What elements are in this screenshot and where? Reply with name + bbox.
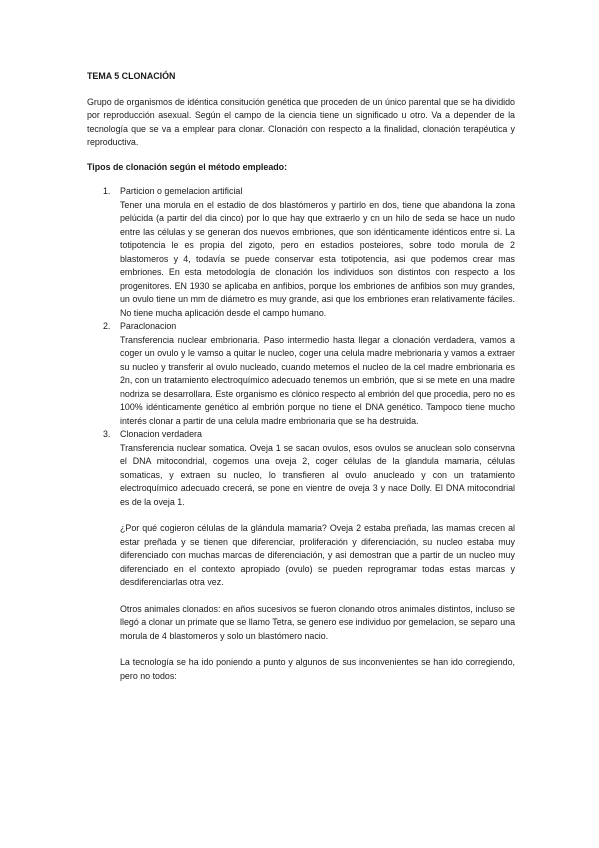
list-item-body: Transferencia nuclear somatica. Oveja 1 se sacan ovulos, esos ovulos se anuclean solo conservna el DNA mitocondrial, cogemos una oveja 2, coger células de la glandula mamaria, células somaticas, y extraen su nucleo, lo transfieren al ovulo anucleado y con un tratamiento electroquímico adecuado crecerá, se pone en vientre de oveja 3 y nace Dolly. El DNA mitocondrial es de la oveja 1. <box>120 442 515 507</box>
methods-list <box>87 185 515 509</box>
list-item-number: 2. <box>103 321 111 331</box>
body-paragraph: La tecnología se ha ido poniendo a punto y algunos de sus inconvenientes se han ido corregiendo, pero no todos: <box>120 657 515 681</box>
list-item <box>87 185 515 320</box>
list-item-number: 1. <box>103 186 111 196</box>
list-item-number: 3. <box>103 429 111 439</box>
document-title: TEMA 5 CLONACIÓN <box>87 71 176 81</box>
list-item-body: Tener una morula en el estadio de dos blastómeros y partirlo en dos, tiene que abandona la zona pelúcida (a partir del dia cinco) por lo que hay que extraerlo y cn un hilo de seda se hace un nudo entre las células y se generan dos nuevos embriones, que son idénticamente idénticos entre si. La totipotencia le es propia del zigoto, pero en estadios posteiores, sobre todo morula de 2 blastomeros y 4, todavía se puede conservar esta totipotencia, asi que podemos crear mas embriones. En esta metodología de clonación los individuos son distintos con respecto a los progenitores. EN 1930 se aplicaba en anfibios, porque los embriones de anfibios son muy grandes, un ovulo tiene un mm de diámetro es muy grande, asi que los embriones eran relativamente fáciles. No tiene mucha aplicación desde el campo humano. <box>120 199 515 318</box>
intro-paragraph: Grupo de organismos de idéntica consitución genética que proceden de un único parental que se ha dividido por reproducción asexual. Según el campo de la ciencia tiene un significado u otro. Va a depender de la tecnología que se va a emplear para clonar. Clonación con respecto a la finalidad, clonación terapéutica y reproductiva. <box>87 96 515 147</box>
spacer <box>87 509 515 522</box>
list-item <box>87 428 515 509</box>
list-item-title: Clonacion verdadera <box>120 429 202 439</box>
followup-section <box>120 522 515 683</box>
list-item-title: Particion o gemelacion artificial <box>120 186 243 196</box>
body-paragraph: ¿Por qué cogieron células de la glándula mamaria? Oveja 2 estaba preñada, las mamas crecen al estar preñada y se tienen que diferenciar, proliferación y diferenciación, su nucleo estaba muy diferenciado con muchas marcas de diferenciación, y asi demostran que a partir de un nucleo muy diferenciado en el contexto apropiado (ovulo) se pueden reprogramar todas estas marcas y desdiferenciarlas otra vez. <box>120 523 515 587</box>
list-item-body: Transferencia nuclear embrionaria. Paso intermedio hasta llegar a clonación verdadera, vamos a coger un ovulo y le vamso a quitar le nucleo, coger una celula madre mebrionaria y vamos a extraer su nucleo y transferir al ovulo nucleado, cuando metemos el nucleo de la cel madre embrionaria es 2n, con un tratamiento electroquímico adecuado tenemos un embrión, que si se mete en una madre nodriza se desarrollara. Este organismo es clónico respecto al embrión del que procedia, pero no es 100% idénticamente genético al embrión porque no tiene el DNA genético. Tampoco tiene mucho interés clonar a partir de una celula madre embrionaria que se ha destruida. <box>120 334 515 426</box>
document-page <box>87 70 515 696</box>
list-item <box>87 320 515 428</box>
section-subheading: Tipos de clonación según el método empleado: <box>87 161 288 172</box>
body-paragraph: Otros animales clonados: en años sucesivos se fueron clonando otros animales distintos, incluso se llegó a clonar un primate que se llamo Tetra, se genero ese individuo por gemelacion, se separo una morula de 4 blastomeros y solo un blastómero nacio. <box>120 603 516 641</box>
list-item-title: Paraclonacion <box>120 321 177 331</box>
